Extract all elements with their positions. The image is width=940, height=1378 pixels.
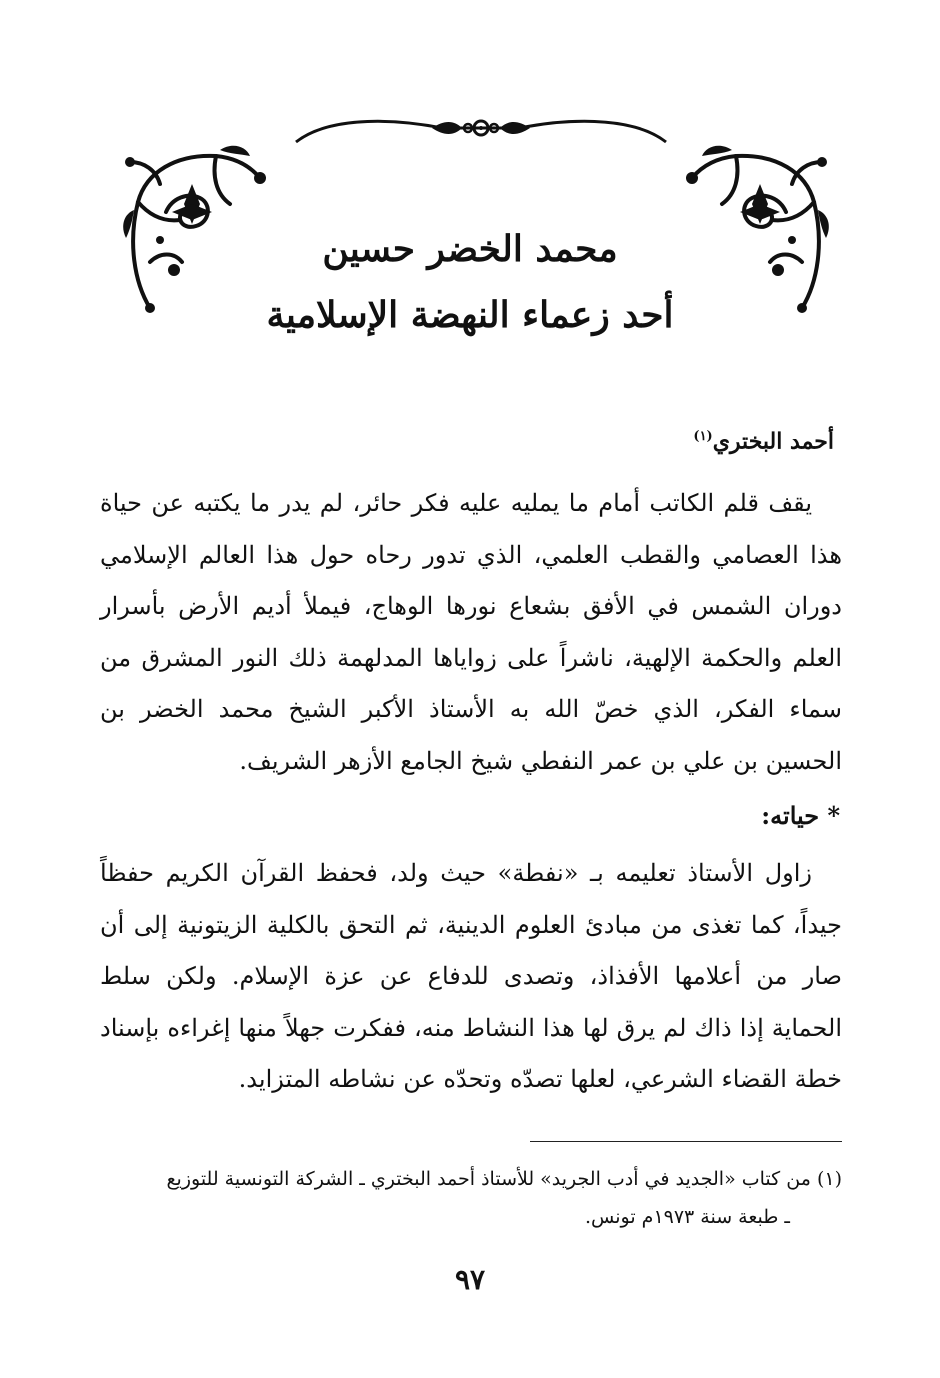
article-subtitle: أحد زعماء النهضة الإسلامية (266, 294, 674, 336)
author-footnote-marker: (١) (693, 429, 713, 444)
footnote-line-2: ـ طبعة سنة ١٩٧٣م تونس. (584, 1206, 790, 1228)
page-number: ٩٧ (454, 1263, 486, 1296)
top-flourish-ornament (292, 108, 670, 148)
footnote (100, 1160, 842, 1236)
footnote-marker: (١) (816, 1168, 842, 1190)
intro-paragraph: يقف قلم الكاتب أمام ما يمليه عليه فكر حائر، لم يدر ما يكتبه عن حياة هذا العصامي والقطب العلمي، الذي تدور رحاه حول هذا العالم الإسلامي دوران الشمس في الأفق بشعاع نورها الوهاج، فيملأ أديم الأرض بأسرار العلم والحكمة الإلهية، ناشراً على زواياها المدلهمة ذلك النور المشرق من سماء الفكر، الذي خصّ الله به الأستاذ الأكبر الشيخ محمد الخضر بن الحسين بن علي بن عمر النفطي شيخ الجامع الأزهر الشريف. (100, 489, 842, 775)
footnote-divider (530, 1141, 842, 1142)
footnote-line-1: من كتاب «الجديد في أدب الجريد» للأستاذ أحمد البختري ـ الشركة التونسية للتوزيع (166, 1168, 811, 1190)
author-name: أحمد البختري (712, 428, 834, 455)
article-title: محمد الخضر حسين (322, 228, 618, 270)
author-byline (693, 420, 834, 458)
section-heading-life: * حياته: (761, 801, 840, 830)
life-paragraph: زاول الأستاذ تعليمه بـ «نفطة» حيث ولد، فحفظ القرآن الكريم حفظاً جيداً، كما تغذى من مبادئ العلوم الدينية، ثم التحق بالكلية الزيتونية إلى أن صار من أعلامها الأفذاذ، وتصدى للدفاع عن عزة الإسلام. ولكن سلط الحماية إذا ذاك لم يرق لها هذا النشاط منه، ففكرت جهلاً منها إغراءه بإسناد خطة القضاء الشرعي، لعلها تصدّه وتحدّه عن نشاطه المتزايد. (100, 859, 842, 1093)
